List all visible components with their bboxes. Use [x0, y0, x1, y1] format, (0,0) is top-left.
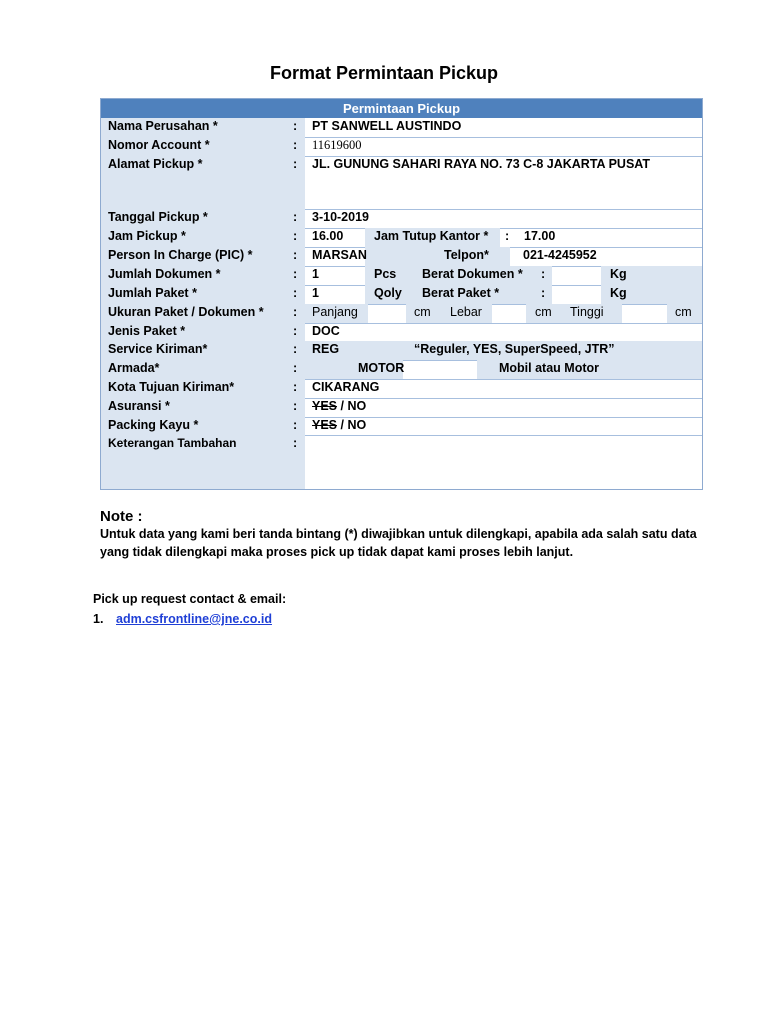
armada-hint: Mobil atau Motor — [499, 361, 599, 375]
colon: : — [505, 229, 510, 243]
asuransi-no-option[interactable]: NO — [347, 399, 367, 413]
colon: : — [293, 418, 298, 432]
field-label: Kota Tujuan Kiriman* — [108, 380, 235, 394]
kota-tujuan-value[interactable]: CIKARANG — [312, 380, 380, 394]
field-label: Armada* — [108, 361, 160, 375]
field-label: Person In Charge (PIC) * — [108, 248, 253, 262]
jenis-paket-value[interactable]: DOC — [312, 324, 340, 338]
panjang-unit: cm — [414, 305, 431, 319]
colon: : — [293, 436, 298, 450]
service-options-hint: “Reguler, YES, SuperSpeed, JTR” — [414, 342, 615, 356]
packing-kayu-yes-option[interactable]: YES — [312, 418, 338, 432]
field-label: Service Kiriman* — [108, 342, 208, 356]
jumlah-paket-unit: Qoly — [374, 286, 402, 300]
alamat-pickup-value[interactable]: JL. GUNUNG SAHARI RAYA NO. 73 C-8 JAKARTA PUSAT — [312, 157, 651, 171]
colon: : — [293, 229, 298, 243]
contact-label: Pick up request contact & email: — [93, 592, 287, 606]
note-title: Note : — [100, 508, 143, 525]
form-header: Permintaan Pickup — [101, 99, 702, 118]
lebar-unit: cm — [535, 305, 552, 319]
colon: : — [293, 324, 298, 338]
nomor-account-value[interactable]: 11619600 — [312, 138, 362, 152]
berat-paket-unit: Kg — [610, 286, 627, 300]
asuransi-choice[interactable] — [312, 399, 366, 413]
colon: : — [293, 399, 298, 413]
contact-email-link[interactable]: adm.csfrontline@jne.co.id — [116, 612, 272, 626]
field-label: Nama Perusahan * — [108, 119, 218, 133]
field-label: Packing Kayu * — [108, 418, 199, 432]
field-label: Jumlah Dokumen * — [108, 267, 221, 281]
telpon-label: Telpon* — [444, 248, 489, 262]
telpon-value[interactable]: 021-4245952 — [523, 248, 597, 262]
field-label: Ukuran Paket / Dokumen * — [108, 305, 264, 319]
colon: : — [293, 342, 298, 356]
field-label: Jenis Paket * — [108, 324, 186, 338]
row-divider — [305, 137, 702, 138]
colon: : — [293, 286, 298, 300]
lebar-label: Lebar — [450, 305, 482, 319]
berat-paket-label: Berat Paket * — [422, 286, 500, 300]
colon: : — [293, 361, 298, 375]
jumlah-dokumen-unit: Pcs — [374, 267, 397, 281]
row-divider — [305, 323, 702, 324]
colon: : — [293, 305, 298, 319]
armada-value[interactable]: MOTOR — [358, 361, 405, 375]
row-keterangan — [101, 435, 702, 489]
packing-kayu-choice[interactable] — [312, 418, 366, 432]
tinggi-unit: cm — [675, 305, 692, 319]
colon: : — [541, 267, 546, 281]
tanggal-pickup-value[interactable]: 3-10-2019 — [312, 210, 369, 224]
pickup-request-form — [100, 98, 703, 490]
field-label: Alamat Pickup * — [108, 157, 203, 171]
berat-dokumen-unit: Kg — [610, 267, 627, 281]
colon: : — [293, 248, 298, 262]
jam-tutup-kantor-value[interactable]: 17.00 — [524, 229, 556, 243]
jumlah-paket-value[interactable]: 1 — [312, 286, 319, 300]
jam-pickup-value[interactable]: 16.00 — [312, 229, 344, 243]
document-title: Format Permintaan Pickup — [269, 63, 499, 83]
colon: : — [293, 157, 298, 171]
option-separator: / — [337, 399, 348, 413]
field-label: Jumlah Paket * — [108, 286, 197, 300]
colon: : — [293, 267, 298, 281]
colon: : — [293, 138, 298, 152]
note-text: Untuk data yang kami beri tanda bintang (*) diwajibkan untuk dilengkapi, apabila ada salah satu data yang tidak dilengkapi maka proses pick up tidak dapat kami proses lebih lanjut. — [100, 527, 697, 559]
colon: : — [293, 119, 298, 133]
berat-dokumen-label: Berat Dokumen * — [422, 267, 523, 281]
jam-tutup-kantor-label: Jam Tutup Kantor * — [374, 229, 489, 243]
field-label: Tanggal Pickup * — [108, 210, 208, 224]
pic-value[interactable]: MARSAN — [312, 248, 367, 262]
asuransi-yes-option[interactable]: YES — [312, 399, 338, 413]
jumlah-dokumen-value[interactable]: 1 — [312, 267, 319, 281]
tinggi-label: Tinggi — [570, 305, 604, 319]
field-label: Keterangan Tambahan — [108, 436, 237, 450]
colon: : — [541, 286, 546, 300]
label-column — [101, 118, 305, 489]
field-label: Nomor Account * — [108, 138, 210, 152]
service-value[interactable]: REG — [312, 342, 340, 356]
packing-kayu-no-option[interactable]: NO — [347, 418, 367, 432]
contact-list-number: 1. — [93, 612, 104, 626]
field-label: Jam Pickup * — [108, 229, 186, 243]
field-label: Asuransi * — [108, 399, 170, 413]
nama-perusahaan-value[interactable]: PT SANWELL AUSTINDO — [312, 119, 462, 133]
option-separator: / — [337, 418, 348, 432]
colon: : — [293, 210, 298, 224]
panjang-label: Panjang — [312, 305, 358, 319]
colon: : — [293, 380, 298, 394]
